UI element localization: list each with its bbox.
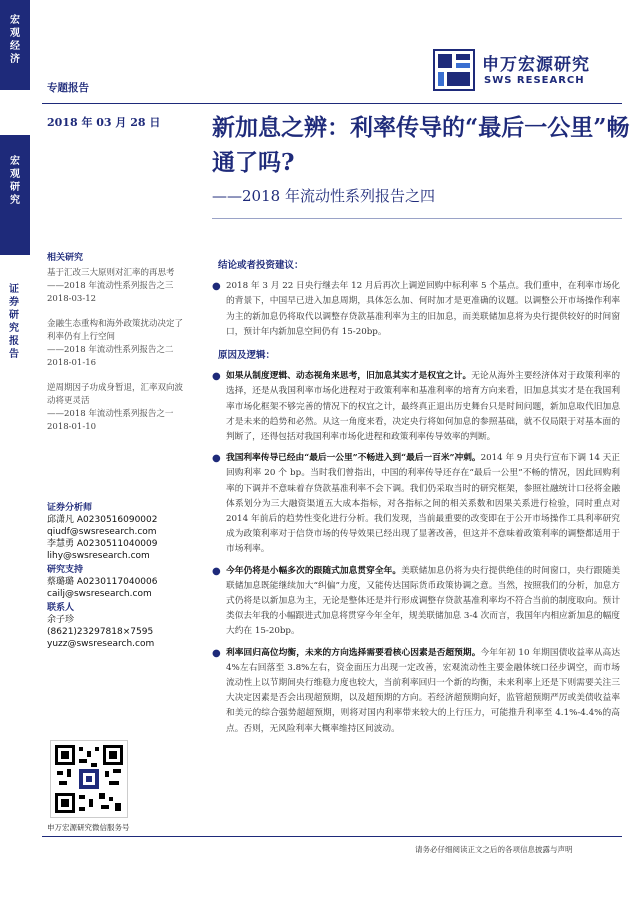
point-text: 无论从海外主要经济体对于政策利率的选择，还是从我国利率市场化进程对于政策利率和基准利率的培育方向来看，旧加息其实才是在我国利率市场化框架不够完善的情况下的权宜之计，最终真正退出历史舞台只是时间问题，新加息取代旧加息才是未来的趋势和必然。从这一角度来看，决定央行将如何加息的参照基础，就不仅局限于对基本面的判断了，还得包括对我国利率市场化进程和政策利率传导效率的判断。 [226,371,621,443]
related-date: 2018-01-10 [47,422,97,432]
support-entry [47,576,192,588]
left-sidebar [0,0,30,905]
related-research [47,252,189,446]
main-content [212,258,620,743]
conclusion-paragraph [212,279,620,340]
contact-heading: 联系人 [47,603,75,613]
bullet-icon: ● [212,453,221,465]
point-text: 今年年初 10 年期国债收益率从高达 4%左右回落至 3.8%左右，资金面压力出现一定改善，宏观流动性主要金融体统口径步调空，而市场流动性上以节期间央行维稳力度也较大，当前利率回归一个新的均衡，未来利率上还是下则需要关注三大决定因素是否会出现超预期，以及超预期的方向。若经济超预期向好，监管超预期严厉或美债收益率和美元的综合强势超超预期，则将对国内利率带来较大的上行压力，可能推升利率至 4.1%-4.4%的高点。否则，无风险利率大概率维持区间波动。 [226,647,621,734]
disclaimer-footer: 请务必仔细阅读正文之后的各项信息披露与声明 [415,845,573,854]
logo-en-text: SWS RESEARCH [484,75,585,86]
related-title: 金融生态重构和海外政策扰动决定了利率仍有上行空间 [47,319,184,342]
point-lead: 我国利率传导已经由“最后一公里”不畅进入到“最后一百米”冲刺。 [226,453,481,464]
related-item[interactable] [47,318,189,370]
related-item[interactable] [47,267,189,306]
contacts-block [47,500,192,650]
title-divider [212,218,622,219]
related-series: ——2018 年流动性系列报告之三 [47,281,174,291]
related-title: 逆周期因子功成身暂退，汇率双向波动将更灵活 [47,383,184,406]
point-lead: 如果从制度逻辑、动态视角来思考，旧加息其实才是权宜之计。 [226,371,472,382]
conclusion-text: 2018 年 3 月 22 日央行继去年 12 月后再次上调逆回购中标利率 5 个基点。我们重申，在利率市场化的背景下，中国早已进入加息周期，具体怎么加、何时加才是更准确的议题。以调整公开市场操作利率为主的新加息仍将取代以调整存贷款基准利率为主的旧加息，而美联储加息将为央行提供较好的时间窗口，预计年内新加息空间仍有 15-20bp。 [226,281,620,337]
logic-heading: 原因及逻辑： [218,350,276,362]
related-heading: 相关研究 [47,253,84,263]
sidebar-block-research [0,135,30,255]
logo-cn-text: 申万宏源研究 [482,55,590,75]
analyst-email[interactable]: qiudf@swsresearch.com [47,527,157,537]
related-title: 基于汇改三大原则对汇率的再思考 [47,268,175,278]
support-email[interactable]: cailj@swsresearch.com [47,589,152,599]
conclusion-heading: 结论或者投资建议： [218,260,304,271]
related-item[interactable] [47,382,189,434]
contact-email[interactable]: yuzz@swsresearch.com [47,639,155,649]
report-date: 2018 年 03 月 28 日 [47,116,161,129]
contact-phone: (8621)23297818×7595 [47,627,154,637]
sidebar-report-label: 证券研究报告 [9,284,19,360]
analyst-cert: A0230516090002 [76,515,158,525]
analyst-cert: A0230511040009 [76,539,158,549]
wechat-qr-code [50,740,128,818]
contact-name: 余子珍 [47,615,75,625]
support-cert: A0230117040006 [76,577,158,587]
analyst-heading: 证券分析师 [47,503,93,513]
bullet-icon: ● [212,281,221,293]
logic-point [212,451,620,557]
bullet-icon: ● [212,371,221,383]
related-date: 2018-01-16 [47,358,97,368]
related-series: ——2018 年流动性系列报告之一 [47,409,174,419]
qr-caption: 申万宏源研究微信服务号 [47,823,130,832]
footer-divider [42,836,622,837]
analyst-entry [47,538,192,550]
logic-point [212,646,620,737]
logo-mark-icon [430,46,478,94]
logic-point [212,564,620,640]
support-name: 蔡璐璐 [47,577,75,587]
report-title: 新加息之辨：利率传导的“最后一公里”畅通了吗? [212,114,630,176]
analyst-email[interactable]: lihy@swsresearch.com [47,551,150,561]
sws-logo [430,42,615,97]
related-series: ——2018 年流动性系列报告之二 [47,345,174,355]
point-text: 美联储加息仍将为央行提供绝佳的时间窗口，央行跟随美联储加息既能继续加大“纠偏”力度，又能传达国际货币政策协调之意。当然，按照我们的分析，加息方式仍将是以新加息为主，无论是整体还是并行形成调整存贷款基准利率均不符合当前的制度取向。预计类似去年我的小幅跟进式加息将贯穿今年全年，规美联储加息 3-4 次而言，我国年内相应新加息的幅度大约在 15-20bp。 [226,565,621,637]
point-text: 2014 年 9 月央行宣布下调 14 天正回购利率 20 个 bp。当时我们曾指出，中国的利率传导还存在“最后一公里”不畅的情况，因此回购利率的下调并不意味着存贷款基准利率不会下调。我们仍采取当时的研究框架，参照社融统计口径将金融体系划分为三大融资渠道五大成本指标，对各指标之间的相关系数和因果关系进行检验，同时重点对 2014 年前后的趋势性变化进行分析。我们发现，当前最重要的改变即在于公开市场操作工具利率研究成为政策利率对于信贷市场的传导效果已经出现了显著改善，但这并不意味着政策利率的调整都适用于市场利率。 [226,453,620,555]
support-heading: 研究支持 [47,565,84,575]
point-lead: 利率回归高位均衡，未来的方向选择需要看核心因素是否超预期。 [226,647,481,658]
sidebar-block-category [0,0,30,90]
logic-point [212,369,620,445]
report-type: 专题报告 [47,82,89,94]
sidebar-category-label: 宏观经济 [10,15,20,65]
analyst-entry [47,514,192,526]
point-lead: 今年仍将是小幅多次的跟随式加息贯穿全年。 [226,565,402,576]
related-date: 2018-03-12 [47,294,97,304]
bullet-icon: ● [212,565,221,577]
sidebar-research-label: 宏观研究 [10,156,20,206]
qr-code-icon [51,741,127,817]
analyst-name: 李慧勇 [47,539,75,549]
bullet-icon: ● [212,647,221,659]
header-divider [42,103,622,104]
report-subtitle: ——2018 年流动性系列报告之四 [212,187,435,205]
analyst-name: 邱潇凡 [47,515,75,525]
sidebar-block-report [0,283,30,361]
